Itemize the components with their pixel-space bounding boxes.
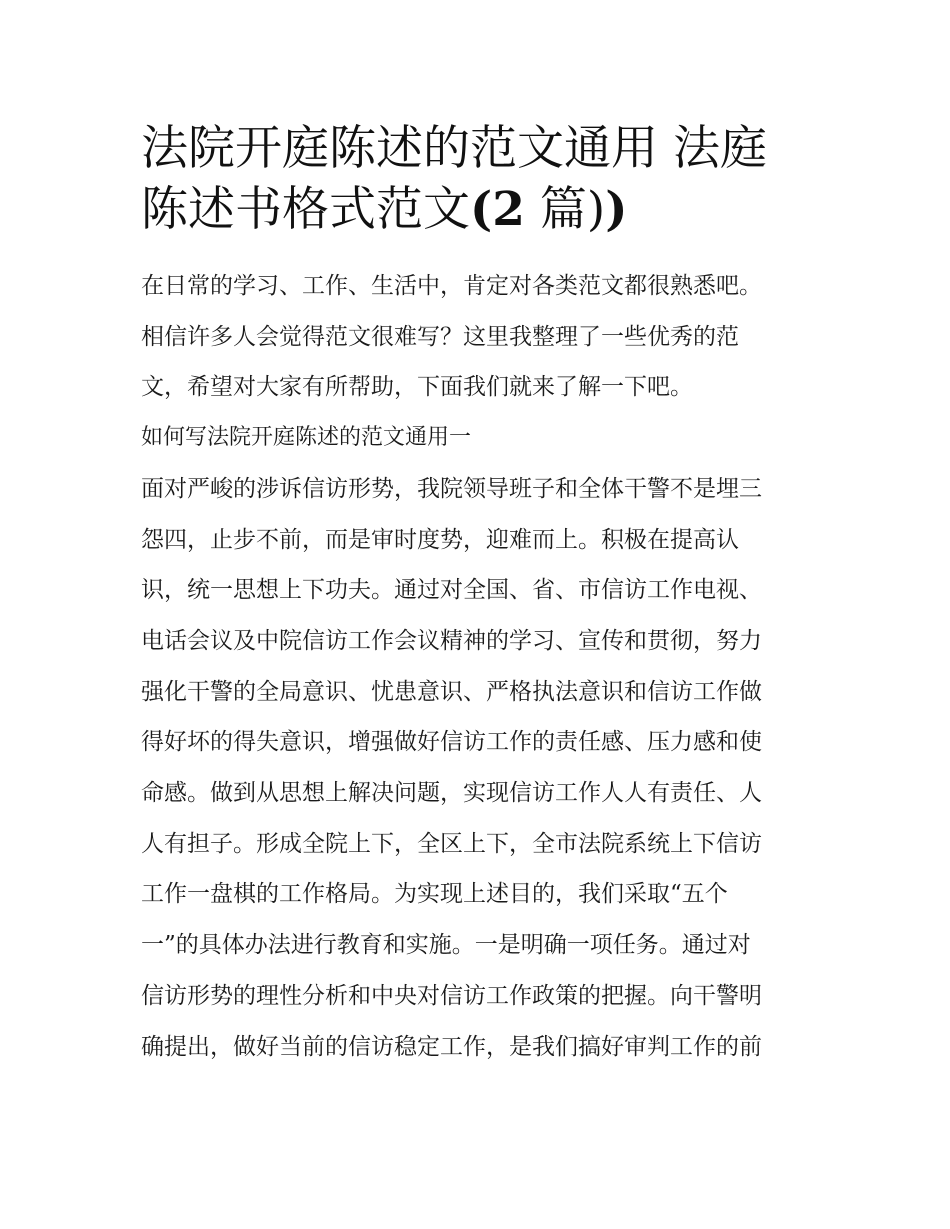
section-line: 工作一盘棋的工作格局。为实现上述目的，我们采取“五个 — [141, 881, 728, 908]
section-line: 强化干警的全局意识、忧患意识、严格执法意识和信访工作做 — [141, 678, 762, 705]
intro-line: 在日常的学习、工作、生活中，肯定对各类范文都很熟悉吧。 — [141, 273, 762, 299]
title-line-2-text: 陈述书格式范文 — [141, 182, 470, 237]
document-body — [141, 261, 813, 1072]
section-line: 一”的具体办法进行教育和实施。一是明确一项任务。通过对 — [141, 932, 751, 959]
title-close-paren: ) — [605, 182, 628, 237]
section-line: 识，统一思想上下功夫。通过对全国、省、市信访工作电视、 — [141, 577, 762, 604]
title-count-unit: 篇) — [524, 182, 606, 237]
section-line: 得好坏的得失意识，增强做好信访工作的责任感、压力感和使 — [141, 729, 762, 756]
title-line-2 — [141, 179, 813, 240]
intro-line: 文，希望对大家有所帮助，下面我们就来了解一下吧。 — [141, 374, 693, 401]
title-count: (2 — [470, 182, 525, 237]
intro-line: 相信许多人会觉得范文很难写？这里我整理了一些优秀的范 — [141, 323, 739, 350]
section-line: 面对严峻的涉诉信访形势，我院领导班子和全体干警不是埋三 — [141, 475, 762, 502]
document-title — [141, 118, 813, 240]
title-line-1: 法院开庭陈述的范文通用 法庭 — [141, 121, 767, 176]
section-line: 确提出，做好当前的信访稳定工作，是我们搞好审判工作的前 — [141, 1033, 762, 1060]
section-line: 信访形势的理性分析和中央对信访工作政策的把握。向干警明 — [141, 982, 762, 1009]
section-line: 电话会议及中院信访工作会议精神的学习、宣传和贯彻，努力 — [141, 627, 762, 654]
document-content — [141, 118, 813, 1072]
section-line: 人有担子。形成全院上下，全区上下，全市法院系统上下信访 — [141, 830, 762, 857]
section-heading: 如何写法院开庭陈述的范文通用一 — [141, 425, 472, 451]
section-line: 命感。做到从思想上解决问题，实现信访工作人人有责任、人 — [141, 780, 762, 807]
section-line: 怨四，止步不前，而是审时度势，迎难而上。积极在提高认 — [141, 526, 739, 553]
